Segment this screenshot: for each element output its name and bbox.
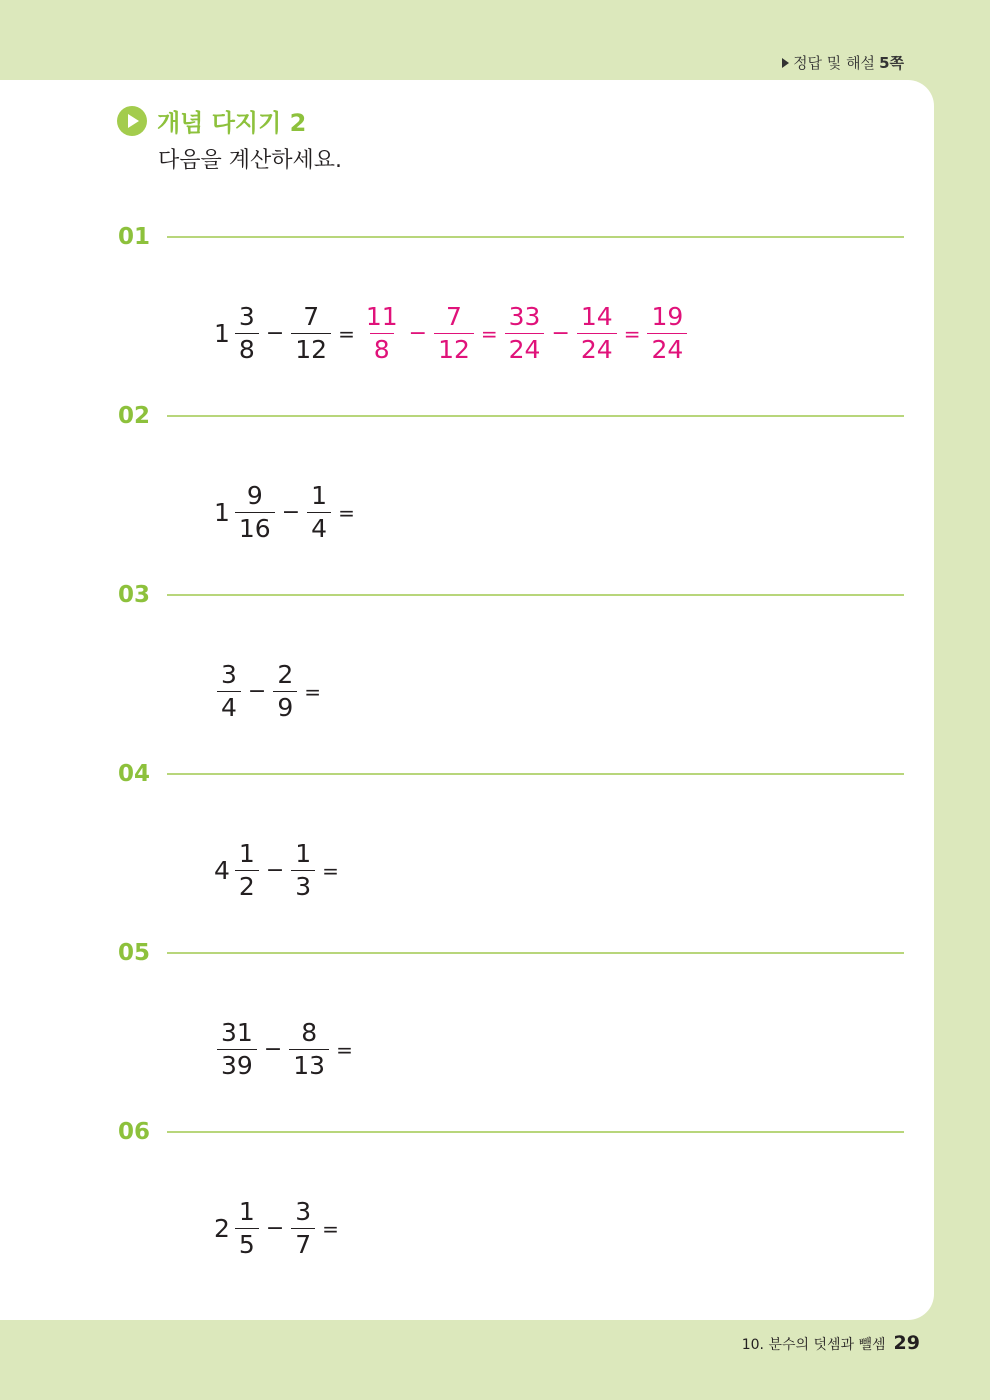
expression [214, 481, 359, 544]
denominator: 4 [307, 512, 331, 544]
page-footer [742, 1332, 920, 1354]
fraction [291, 302, 331, 365]
denominator: 2 [235, 870, 259, 902]
minus-sign: − [263, 1037, 283, 1062]
numerator: 9 [246, 481, 263, 510]
minus-sign: − [265, 321, 285, 346]
denominator: 13 [289, 1049, 329, 1081]
numerator: 1 [238, 839, 255, 868]
problem-number: 03 [118, 582, 151, 608]
problem-03 [118, 580, 904, 722]
whole-number: 2 [214, 1214, 230, 1243]
numerator: 14 [580, 302, 613, 331]
numerator: 3 [295, 1197, 312, 1226]
denominator: 8 [235, 333, 259, 365]
fraction [235, 1197, 259, 1260]
fraction [289, 1018, 329, 1081]
fraction [235, 481, 275, 544]
whole-number: 1 [214, 319, 230, 348]
numerator: 8 [301, 1018, 318, 1047]
problem-number: 04 [118, 761, 151, 787]
expression [214, 1197, 343, 1260]
divider-line [167, 415, 904, 417]
fraction [291, 839, 315, 902]
numerator: 33 [508, 302, 541, 331]
equals-sign: = [304, 679, 322, 704]
denominator: 7 [291, 1228, 315, 1260]
fraction [217, 660, 241, 723]
denominator: 24 [505, 333, 545, 365]
equals-sign: = [338, 500, 355, 525]
page-number: 29 [893, 1332, 920, 1354]
equals-sign: = [322, 858, 339, 883]
denominator: 12 [434, 333, 474, 365]
equals-sign: = [623, 321, 641, 346]
denominator: 3 [291, 870, 315, 902]
answer-result-fraction [647, 302, 687, 365]
problem-06 [118, 1117, 904, 1259]
problem-number: 01 [118, 224, 151, 250]
denominator: 4 [217, 691, 241, 723]
problem-02 [118, 401, 904, 543]
denominator: 39 [217, 1049, 257, 1081]
numerator: 19 [651, 302, 684, 331]
fraction [235, 839, 259, 902]
equals-sign: = [336, 1037, 353, 1062]
fraction [217, 1018, 257, 1081]
divider-line [167, 594, 904, 596]
problem-number: 05 [118, 940, 151, 966]
expression [214, 839, 343, 902]
minus-sign: − [281, 500, 301, 525]
triangle-right-icon [782, 58, 789, 68]
expression [214, 1018, 357, 1081]
denominator: 9 [273, 691, 297, 723]
denominator: 16 [235, 512, 275, 544]
fraction [307, 481, 331, 544]
minus-sign: − [408, 321, 428, 346]
numerator: 2 [277, 660, 294, 689]
problem-number: 06 [118, 1119, 151, 1145]
denominator: 24 [647, 333, 687, 365]
minus-sign: − [247, 679, 267, 704]
chapter-title: 10. 분수의 덧셈과 뺄셈 [741, 1337, 886, 1353]
answer-reference [782, 52, 904, 73]
divider-line [167, 952, 904, 954]
equals-sign: = [322, 1216, 339, 1241]
denominator: 12 [291, 333, 331, 365]
equals-sign: = [480, 321, 498, 346]
numerator: 7 [446, 302, 462, 331]
section-title: 개념 다지기 2 [157, 109, 307, 137]
answer-fraction [434, 302, 474, 365]
problem-05 [118, 938, 904, 1080]
whole-number: 4 [214, 856, 230, 885]
play-icon [117, 106, 147, 136]
whole-number: 1 [214, 498, 230, 527]
problem-04 [118, 759, 904, 901]
denominator: 24 [577, 333, 617, 365]
fraction [291, 1197, 315, 1260]
answer-ref-page: 5쪽 [879, 54, 904, 72]
divider-line [167, 1131, 904, 1133]
expression [214, 302, 690, 365]
numerator: 1 [295, 839, 312, 868]
divider-line [167, 773, 904, 775]
numerator: 11 [365, 302, 398, 331]
problem-01 [118, 222, 904, 364]
numerator: 3 [221, 660, 237, 689]
problem-number: 02 [118, 403, 151, 429]
equals-sign: = [338, 321, 355, 346]
numerator: 1 [238, 1197, 255, 1226]
numerator: 3 [238, 302, 255, 331]
answer-ref-text: 정답 및 해설 [793, 54, 876, 72]
fraction [273, 660, 297, 723]
minus-sign: − [551, 321, 570, 346]
answer-fraction [505, 302, 545, 365]
instruction-text: 다음을 계산하세요. [158, 148, 343, 173]
expression [214, 660, 325, 723]
numerator: 7 [303, 302, 320, 331]
denominator: 5 [235, 1228, 259, 1260]
numerator: 1 [311, 481, 328, 510]
answer-fraction [577, 302, 617, 365]
answer-fraction [362, 302, 402, 365]
divider-line [167, 236, 904, 238]
fraction [235, 302, 259, 365]
minus-sign: − [265, 858, 285, 883]
minus-sign: − [265, 1216, 285, 1241]
denominator: 8 [370, 333, 394, 365]
section-heading [117, 103, 306, 138]
numerator: 31 [221, 1018, 253, 1047]
